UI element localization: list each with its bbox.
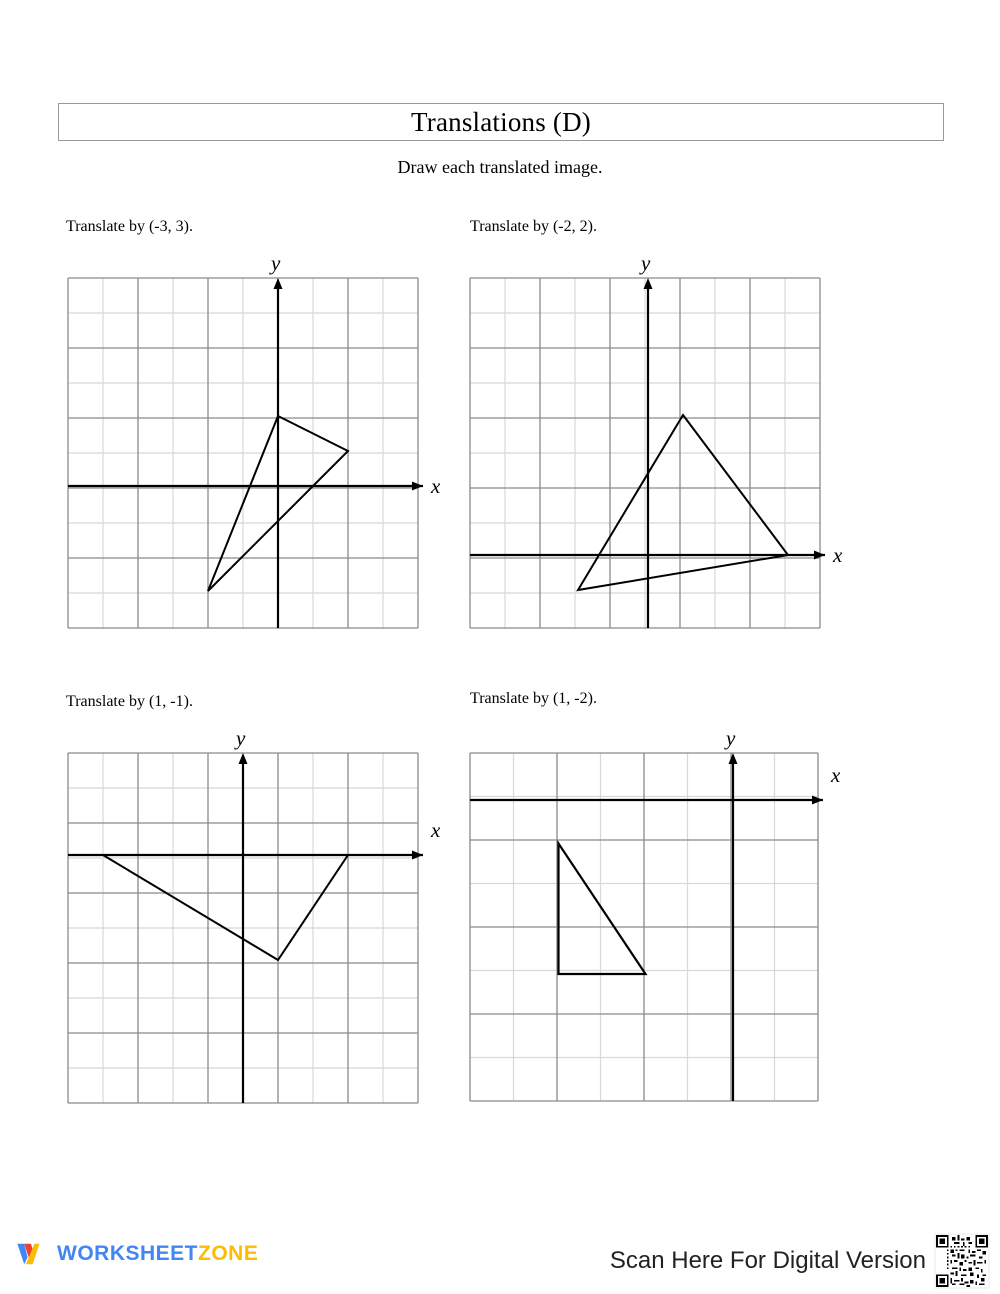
axes xyxy=(470,283,825,628)
logo-word-zone: ZONE xyxy=(198,1242,259,1265)
problem-2-label: Translate by (-2, 2). xyxy=(470,218,597,235)
y-axis-label: y xyxy=(641,251,651,275)
problem-1-grid xyxy=(60,250,460,640)
y-axis-label: y xyxy=(271,251,281,275)
coordinate-plane-2 xyxy=(462,250,862,640)
problem-1-label: Translate by (-3, 3). xyxy=(66,218,193,235)
problem-3-label: Translate by (1, -1). xyxy=(66,693,193,710)
y-axis-arrow xyxy=(274,278,283,289)
page-footer xyxy=(0,1225,1000,1294)
logo-text xyxy=(57,1242,258,1266)
x-axis-label: x xyxy=(833,543,843,567)
qr-code-svg xyxy=(936,1235,988,1287)
qr-code-icon[interactable] xyxy=(934,1233,990,1289)
logo-word-worksheet: WORKSHEET xyxy=(57,1242,198,1265)
grid-minor-lines xyxy=(470,278,820,628)
logo-w-icon xyxy=(14,1237,48,1271)
worksheet-title-box xyxy=(58,103,944,141)
problem-4-grid xyxy=(462,725,862,1115)
shape-polyline xyxy=(103,855,348,960)
axes xyxy=(68,758,423,1103)
shape-right-triangle xyxy=(559,844,646,975)
scan-text: Scan Here For Digital Version xyxy=(609,1247,926,1274)
axes xyxy=(470,758,823,1101)
x-axis-label: x xyxy=(431,818,441,842)
y-axis-label: y xyxy=(726,726,736,750)
y-axis-arrow xyxy=(729,753,738,764)
y-axis-label: y xyxy=(236,726,246,750)
coordinate-plane-1 xyxy=(60,250,460,640)
grid-major-lines xyxy=(470,753,818,1101)
axes xyxy=(68,283,423,628)
x-axis-label: x xyxy=(831,763,841,787)
grid-minor-lines xyxy=(68,278,418,628)
page-title: Translations (D) xyxy=(411,106,591,137)
y-axis-arrow xyxy=(239,753,248,764)
problem-3-grid xyxy=(60,725,460,1115)
x-axis-label: x xyxy=(431,474,441,498)
coordinate-plane-3 xyxy=(60,725,460,1115)
scan-cta[interactable] xyxy=(610,1233,990,1289)
problem-2-grid xyxy=(462,250,862,640)
worksheet-zone-logo[interactable] xyxy=(14,1237,258,1271)
problem-4-label: Translate by (1, -2). xyxy=(470,690,597,707)
page-subtitle: Draw each translated image. xyxy=(397,157,603,177)
coordinate-plane-4 xyxy=(462,725,862,1115)
